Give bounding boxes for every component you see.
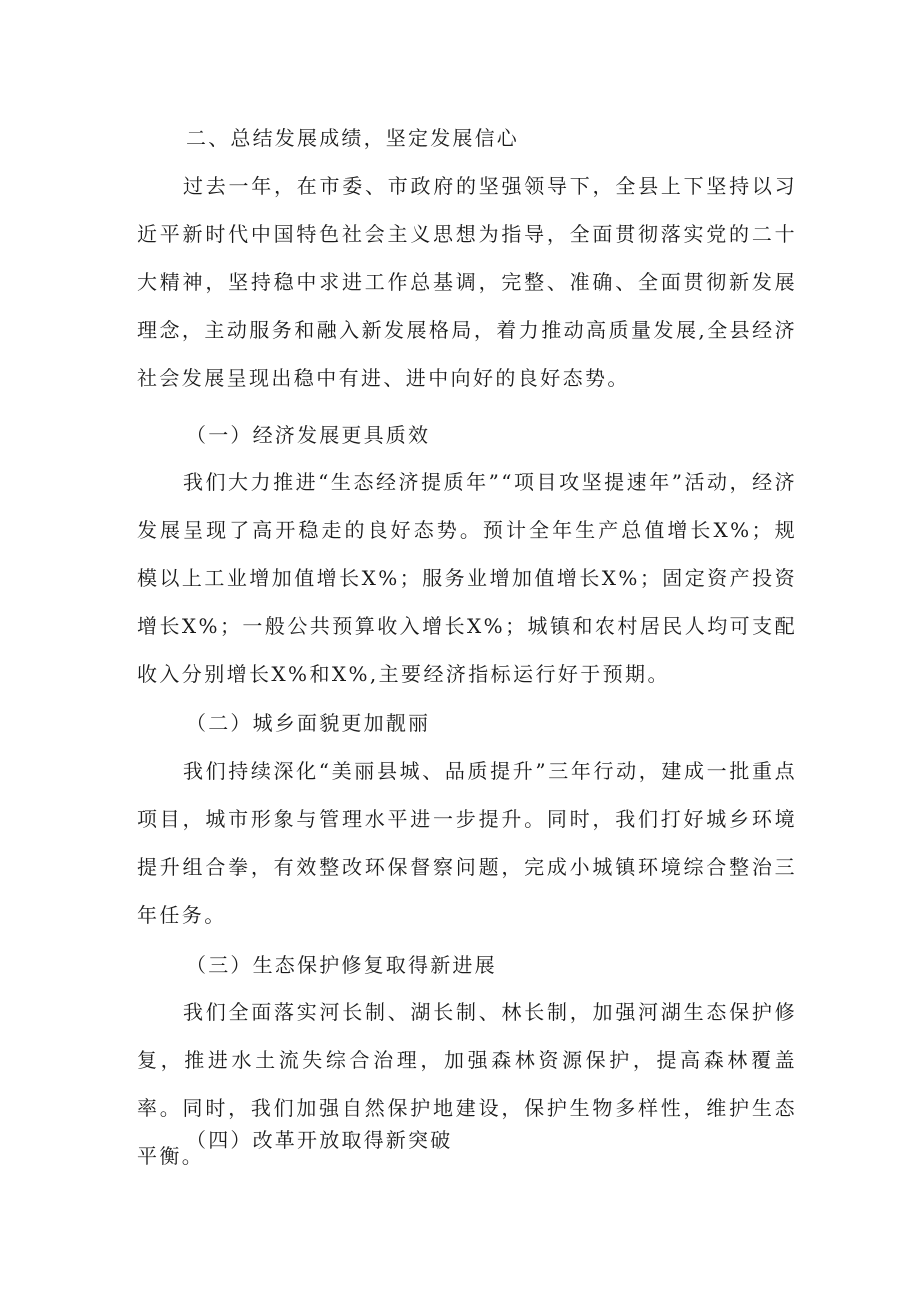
- subsection-paragraph-2: 我们持续深化“美丽县城、品质提升”三年行动，建成一批重点项目，城市形象与管理水平进一步提升。同时，我们打好城乡环境提升组合拳，有效整改环保督察问题，完成小城镇环境综合整治三年任务。: [137, 759, 797, 927]
- subsection-title-1: （一）经济发展更具质效: [186, 423, 431, 447]
- subsection-paragraph-3: 我们全面落实河长制、湖长制、林长制，加强河湖生态保护修复，推进水土流失综合治理，加强森林资源保护，提高森林覆盖率。同时，我们加强自然保护地建设，保护生物多样性，维护生态平衡。: [137, 1000, 797, 1168]
- subsection-title-4: （四）改革开放取得新突破: [186, 1128, 453, 1152]
- subsection-paragraph-1: 我们大力推进“生态经济提质年”“项目攻坚提速年”活动，经济发展呈现了高开稳走的良好态势。预计全年生产总值增长X%；规模以上工业增加值增长X%；服务业增加值增长X%；固定资产投资增长X%；一般公共预算收入增长X%；城镇和农村居民人均可支配收入分别增长X%和X%,主要经济指标运行好于预期。: [137, 470, 797, 686]
- subsection-title-3: （三）生态保护修复取得新进展: [186, 953, 497, 977]
- section-title: 二、总结发展成绩，坚定发展信心: [186, 126, 519, 150]
- subsection-title-2: （二）城乡面貌更加靓丽: [186, 711, 431, 735]
- intro-paragraph: 过去一年，在市委、市政府的坚强领导下，全县上下坚持以习近平新时代中国特色社会主义思想为指导，全面贯彻落实党的二十大精神，坚持稳中求进工作总基调，完整、准确、全面贯彻新发展理念，主动服务和融入新发展格局，着力推动高质量发展,全县经济社会发展呈现出稳中有进、进中向好的良好态势。: [137, 174, 797, 390]
